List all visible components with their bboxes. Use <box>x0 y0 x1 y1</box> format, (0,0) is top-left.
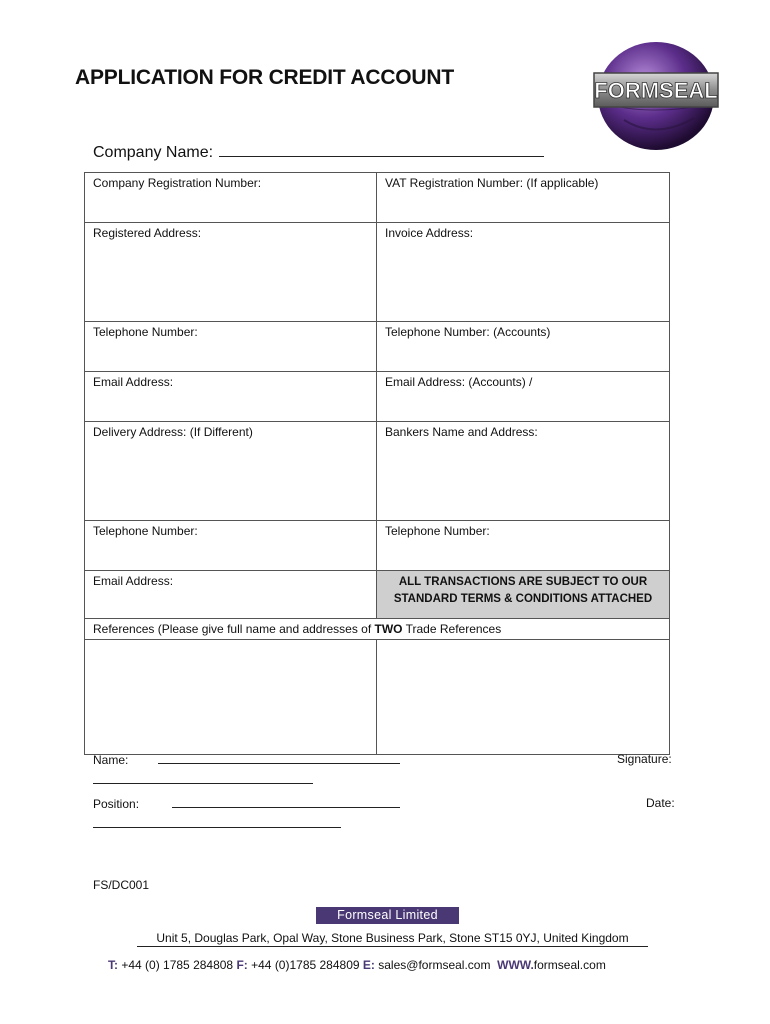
tel-value: +44 (0) 1785 284808 <box>121 958 234 972</box>
email-cell[interactable] <box>85 372 377 422</box>
cell-label: Telephone Number: <box>93 524 198 538</box>
cell-label: Bankers Name and Address: <box>385 425 538 439</box>
cell-label: Company Registration Number: <box>93 176 262 190</box>
delivery-telephone-cell[interactable] <box>85 521 377 571</box>
references-header <box>85 619 670 640</box>
cell-label: Telephone Number: <box>385 524 490 538</box>
form-reference: FS/DC001 <box>93 878 150 892</box>
cell-label: Email Address: <box>93 574 174 588</box>
references-prefix: References (Please give full name and addresses of <box>93 622 375 636</box>
cell-label: Email Address: (Accounts) / <box>385 375 533 389</box>
credit-application-table <box>84 172 670 755</box>
signature-line-wrap <box>93 772 313 787</box>
vat-registration-cell[interactable] <box>377 173 670 223</box>
footer-contact <box>108 958 606 972</box>
name-field <box>93 752 400 767</box>
name-line[interactable] <box>158 752 400 764</box>
web-label: WWW. <box>497 958 534 972</box>
date-label: Date: <box>646 796 675 810</box>
bankers-address-cell[interactable] <box>377 422 670 521</box>
page-title: APPLICATION FOR CREDIT ACCOUNT <box>75 66 454 89</box>
tel-label: T: <box>108 958 118 972</box>
company-name-label: Company Name: <box>93 144 214 161</box>
delivery-email-cell[interactable] <box>85 571 377 619</box>
logo-text: FORMSEAL <box>594 78 718 103</box>
fax-value: +44 (0)1785 284809 <box>251 958 360 972</box>
signature-line[interactable] <box>93 772 313 784</box>
terms-notice <box>377 571 670 619</box>
cell-label: Telephone Number: (Accounts) <box>385 325 551 339</box>
signature-label: Signature: <box>617 752 672 766</box>
position-field <box>93 796 400 811</box>
cell-label: Registered Address: <box>93 226 202 240</box>
bank-telephone-cell[interactable] <box>377 521 670 571</box>
company-name-field <box>93 142 544 162</box>
formseal-logo <box>584 40 724 152</box>
position-line[interactable] <box>172 796 400 808</box>
position-label: Position: <box>93 797 140 811</box>
reference-2-cell[interactable] <box>377 640 670 755</box>
cell-label: VAT Registration Number: (If applicable) <box>385 176 599 190</box>
notice-line-1: ALL TRANSACTIONS ARE SUBJECT TO OUR <box>398 576 648 588</box>
email-link[interactable]: sales@formseal.com <box>378 958 491 972</box>
company-registration-cell[interactable] <box>85 173 377 223</box>
notice-line-2: STANDARD TERMS & CONDITIONS ATTACHED <box>393 593 653 605</box>
invoice-address-cell[interactable] <box>377 223 670 322</box>
web-link[interactable]: formseal.com <box>533 958 606 972</box>
company-name-line[interactable] <box>219 142 544 157</box>
cell-label: Email Address: <box>93 375 174 389</box>
footer-company-banner: Formseal Limited <box>316 907 459 924</box>
cell-label: Invoice Address: <box>385 226 474 240</box>
telephone-cell[interactable] <box>85 322 377 372</box>
accounts-telephone-cell[interactable] <box>377 322 670 372</box>
name-label: Name: <box>93 753 129 767</box>
cell-label: Delivery Address: (If Different) <box>93 425 253 439</box>
accounts-email-cell[interactable] <box>377 372 670 422</box>
reference-1-cell[interactable] <box>85 640 377 755</box>
fax-label: F: <box>236 958 248 972</box>
references-bold: TWO <box>374 622 403 636</box>
delivery-address-cell[interactable] <box>85 422 377 521</box>
email-label: E: <box>362 958 375 972</box>
date-line[interactable] <box>93 816 341 828</box>
cell-label: Telephone Number: <box>93 325 198 339</box>
footer-address: Unit 5, Douglas Park, Opal Way, Stone Business Park, Stone ST15 0YJ, United Kingdom <box>137 931 648 947</box>
date-line-wrap <box>93 816 341 831</box>
references-suffix: Trade References <box>402 622 502 636</box>
registered-address-cell[interactable] <box>85 223 377 322</box>
